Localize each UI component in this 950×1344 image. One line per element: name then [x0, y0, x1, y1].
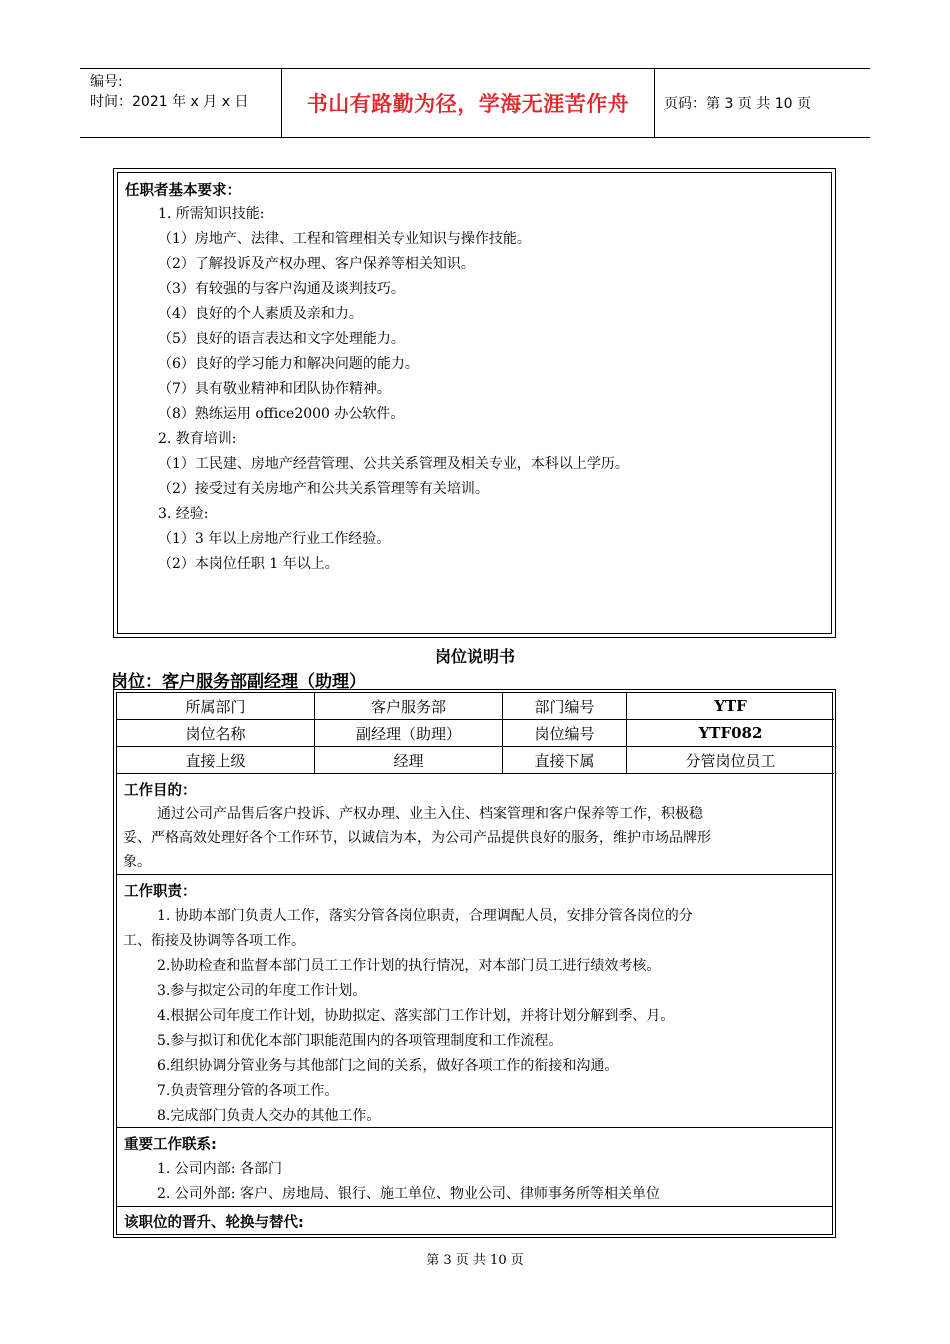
table-cell: YTF — [627, 693, 834, 720]
req-line: （5）良好的语言表达和文字处理能力。 — [158, 331, 405, 347]
req-line: （7）具有敬业精神和团队协作精神。 — [158, 381, 391, 397]
requirements-box — [113, 168, 836, 638]
table-cell: YTF082 — [627, 720, 834, 747]
relations-heading: 重要工作联系: — [124, 1137, 217, 1153]
page-header — [80, 68, 870, 138]
duty-line: 3.参与拟定公司的年度工作计划。 — [157, 983, 367, 999]
req-line: （1）房地产、法律、工程和管理相关专业知识与操作技能。 — [158, 231, 531, 247]
job-table — [113, 689, 836, 1238]
time-label: 时间：2021 年 x 月 x 日 — [90, 94, 249, 110]
duty-line: 2.协助检查和监督本部门员工工作计划的执行情况，对本部门员工进行绩效考核。 — [157, 958, 661, 974]
table-cell: 直接下属 — [503, 747, 627, 774]
requirements-heading: 任职者基本要求： — [125, 183, 241, 199]
header-page-info: 页码：第 3 页 共 10 页 — [664, 96, 811, 112]
divider — [117, 1206, 832, 1207]
number-label: 编号: — [90, 74, 123, 90]
req-line: （1）工民建、房地产经营管理、公共关系管理及相关专业，本科以上学历。 — [158, 456, 629, 472]
duty-line: 5.参与拟订和优化本部门职能范围内的各项管理制度和工作流程。 — [157, 1033, 563, 1049]
req-line: （4）良好的个人素质及亲和力。 — [158, 306, 363, 322]
req-line: 1. 所需知识技能: — [158, 206, 265, 222]
duty-line: 工、衔接及协调等各项工作。 — [123, 933, 305, 949]
purpose-line: 通过公司产品售后客户投诉、产权办理、业主入住、档案管理和客户保养等工作，积极稳 — [157, 806, 703, 822]
req-line: 2. 教育培训: — [158, 431, 237, 447]
table-cell: 客户服务部 — [315, 693, 503, 720]
req-line: （2）了解投诉及产权办理、客户保养等相关知识。 — [158, 256, 475, 272]
req-line: 3. 经验: — [158, 506, 209, 522]
duty-line: 4.根据公司年度工作计划，协助拟定、落实部门工作计划，并将计划分解到季、月。 — [157, 1008, 675, 1024]
duty-line: 6.组织协调分管业务与其他部门之间的关系，做好各项工作的衔接和沟通。 — [157, 1058, 619, 1074]
divider — [117, 1127, 832, 1128]
relation-line: 1. 公司内部: 各部门 — [157, 1161, 282, 1177]
purpose-line: 象。 — [123, 854, 151, 870]
duty-line: 7.负责管理分管的各项工作。 — [157, 1083, 339, 1099]
page-footer: 第 3 页 共 10 页 — [426, 1253, 524, 1268]
purpose-line: 妥、严格高效处理好各个工作环节，以诚信为本，为公司产品提供良好的服务，维护市场品牌形 — [123, 830, 711, 846]
req-line: （1）3 年以上房地产行业工作经验。 — [158, 531, 391, 547]
duties-heading: 工作职责： — [124, 884, 197, 900]
divider — [117, 874, 832, 875]
header-meta — [80, 69, 282, 137]
req-line: （2）接受过有关房地产和公共关系管理等有关培训。 — [158, 481, 489, 497]
req-line: （8）熟练运用 office2000 办公软件。 — [158, 406, 405, 422]
req-line: （2）本岗位任职 1 年以上。 — [158, 556, 339, 572]
document-title: 岗位说明书 — [434, 647, 515, 666]
purpose-heading: 工作目的： — [124, 783, 197, 799]
table-cell: 分管岗位员工 — [627, 747, 834, 774]
table-cell: 所属部门 — [117, 693, 315, 720]
duty-line: 8.完成部门负责人交办的其他工作。 — [157, 1108, 381, 1124]
table-cell: 岗位编号 — [503, 720, 627, 747]
table-cell: 经理 — [315, 747, 503, 774]
table-cell: 直接上级 — [117, 747, 315, 774]
duty-line: 1. 协助本部门负责人工作，落实分管各岗位职责，合理调配人员，安排分管各岗位的分 — [157, 908, 693, 924]
relation-line: 2. 公司外部: 客户、房地局、银行、施工单位、物业公司、律师事务所等相关单位 — [157, 1186, 660, 1202]
promotion-heading: 该职位的晋升、轮换与替代: — [124, 1215, 304, 1231]
post-title: 岗位：客户服务部副经理（助理） — [111, 672, 366, 692]
table-cell: 岗位名称 — [117, 720, 315, 747]
table-cell: 副经理（助理） — [315, 720, 503, 747]
req-line: （6）良好的学习能力和解决问题的能力。 — [158, 356, 419, 372]
table-cell: 部门编号 — [503, 693, 627, 720]
header-motto: 书山有路勤为径，学海无涯苦作舟 — [282, 69, 655, 137]
req-line: （3）有较强的与客户沟通及谈判技巧。 — [158, 281, 405, 297]
